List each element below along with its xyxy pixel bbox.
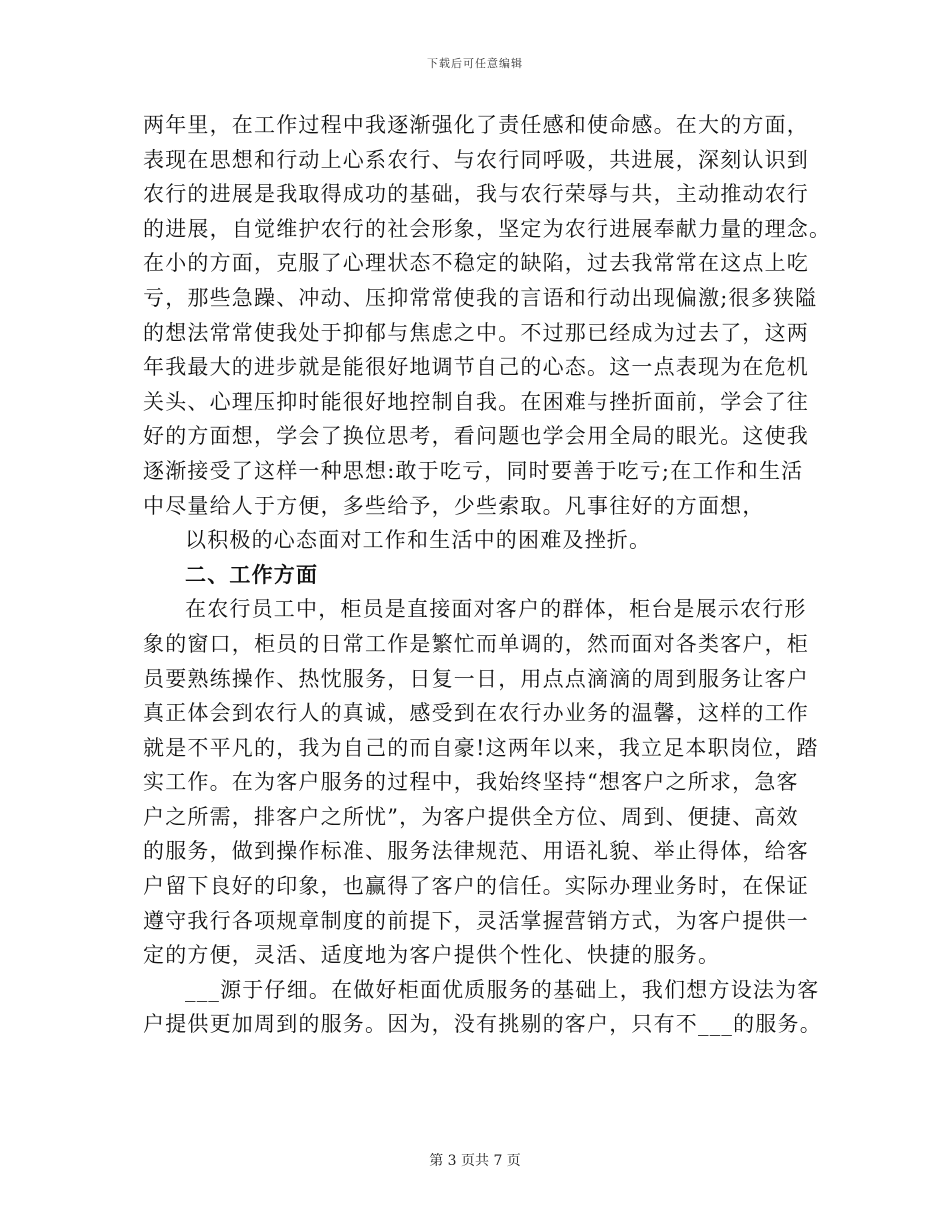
text-line: 户提供更加周到的服务。因为，没有挑剔的客户，只有不___的服务。	[143, 1012, 822, 1037]
text-line: 在小的方面，克服了心理状态不稳定的缺陷，过去我常常在这点上吃	[143, 251, 809, 276]
text-line: 关头、心理压抑时能很好地控制自我。在困难与挫折面前，学会了往	[143, 389, 809, 414]
text-line: 表现在思想和行动上心系农行、与农行同呼吸，共进展，深刻认识到	[143, 147, 809, 172]
text-line: 的进展，自觉维护农行的社会形象，坚定为农行进展奉献力量的理念。	[143, 216, 832, 241]
page-header: 下载后可任意编辑	[427, 57, 523, 70]
text-line: 以积极的心态面对工作和生活中的困难及挫折。	[185, 528, 652, 553]
text-line: 年我最大的进步就是能很好地调节自己的心态。这一点表现为在危机	[143, 355, 809, 380]
text-line: 中尽量给人于方便，多些给予，少些索取。凡事往好的方面想，	[143, 493, 765, 518]
section-heading: 二、工作方面	[185, 561, 319, 587]
text-line: 定的方便，灵活、适度地为客户提供个性化、快捷的服务。	[143, 943, 721, 968]
text-line: 两年里，在工作过程中我逐渐强化了责任感和使命感。在大的方面，	[143, 113, 809, 137]
text-line: 员要熟练操作、热忱服务，日复一日，用点点滴滴的周到服务让客户	[143, 666, 809, 691]
text-line: 户留下良好的印象，也赢得了客户的信任。实际办理业务时，在保证	[143, 874, 809, 899]
text-line: 遵守我行各项规章制度的前提下，灵活掌握营销方式，为客户提供一	[143, 908, 809, 933]
page-number: 第 3 页共 7 页	[429, 1153, 521, 1169]
text-line: 实工作。在为客户服务的过程中，我始终坚持“想客户之所求，急客	[143, 770, 799, 795]
text-line: 亏，那些急躁、冲动、压抑常常使我的言语和行动出现偏激;很多狭隘	[143, 285, 818, 310]
text-line: ___源于仔细。在做好柜面优质服务的基础上，我们想方设法为客	[185, 977, 820, 1002]
document-body	[143, 108, 832, 1042]
text-line: 就是不平凡的，我为自己的而自豪!这两年以来，我立足本职岗位，踏	[143, 735, 819, 760]
text-line: 在农行员工中，柜员是直接面对客户的群体，柜台是展示农行形	[185, 597, 807, 622]
text-line: 户之所需，排客户之所忧”，为客户提供全方位、周到、便捷、高效	[143, 804, 799, 829]
text-line: 农行的进展是我取得成功的基础，我与农行荣辱与共，主动推动农行	[143, 182, 809, 207]
text-line: 逐渐接受了这样一种思想:敢于吃亏，同时要善于吃亏;在工作和生活	[143, 458, 804, 483]
text-line: 真正体会到农行人的真诚，感受到在农行办业务的温馨，这样的工作	[143, 701, 809, 726]
text-line: 好的方面想，学会了换位思考，看问题也学会用全局的眼光。这使我	[143, 424, 809, 449]
text-line: 象的窗口，柜员的日常工作是繁忙而单调的，然而面对各类客户，柜	[143, 631, 809, 656]
text-line: 的服务，做到操作标准、服务法律规范、用语礼貌、举止得体，给客	[143, 839, 809, 864]
text-line: 的想法常常使我处于抑郁与焦虑之中。不过那已经成为过去了，这两	[143, 320, 809, 345]
